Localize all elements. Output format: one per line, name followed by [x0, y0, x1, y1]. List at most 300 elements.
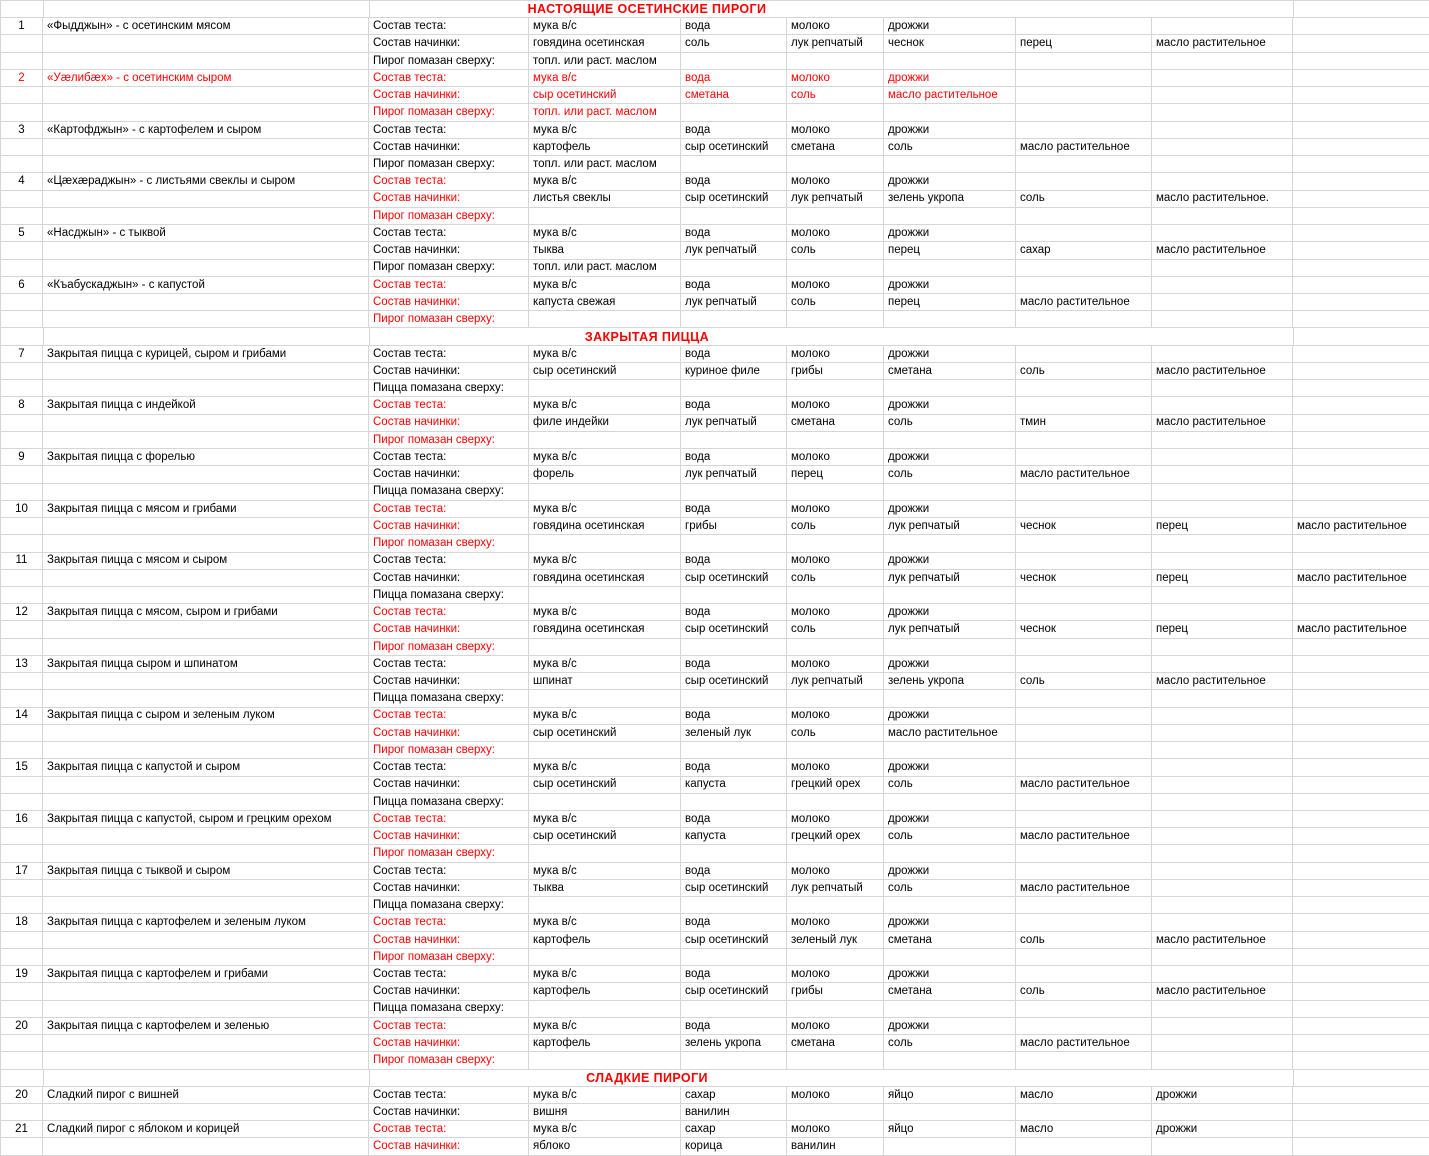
row-label-cell[interactable]: Состав начинки: — [369, 415, 529, 432]
ingredient-cell[interactable]: молоко — [787, 397, 884, 414]
row-label-cell[interactable]: Состав начинки: — [369, 932, 529, 949]
recipe-number-cell[interactable]: 20 — [1, 1018, 43, 1035]
recipe-number-cell[interactable] — [1, 690, 43, 707]
empty-cell[interactable] — [1152, 914, 1293, 931]
empty-cell[interactable] — [1293, 845, 1429, 862]
empty-cell[interactable] — [681, 432, 787, 449]
row-label-cell[interactable]: Состав теста: — [369, 553, 529, 570]
row-label-cell[interactable]: Пирог помазан сверху: — [369, 535, 529, 552]
recipe-name-cell[interactable]: «Уæлибæх» - с осетинским сыром — [43, 70, 369, 87]
ingredient-cell[interactable]: масло растительное — [1016, 139, 1152, 156]
row-label-cell[interactable]: Состав начинки: — [369, 1035, 529, 1052]
recipe-name-cell[interactable]: Закрытая пицца с форелью — [43, 449, 369, 466]
empty-cell[interactable] — [681, 1001, 787, 1018]
row-label-cell[interactable]: Пицца помазана сверху: — [369, 690, 529, 707]
empty-cell[interactable] — [1152, 828, 1293, 845]
ingredient-cell[interactable]: яйцо — [884, 1121, 1016, 1138]
empty-cell[interactable] — [1016, 587, 1152, 604]
empty-cell[interactable] — [1152, 845, 1293, 862]
empty-cell[interactable] — [1293, 363, 1429, 380]
recipe-name-cell[interactable]: Закрытая пицца с мясом и грибами — [43, 501, 369, 518]
ingredient-cell[interactable]: мука в/с — [529, 173, 681, 190]
row-label-cell[interactable]: Состав теста: — [369, 1121, 529, 1138]
empty-cell[interactable] — [884, 1052, 1016, 1069]
empty-cell[interactable] — [1152, 1138, 1293, 1155]
empty-cell[interactable] — [1293, 397, 1429, 414]
recipe-name-cell[interactable]: Закрытая пицца с сыром и зеленым луком — [43, 708, 369, 725]
recipe-number-cell[interactable] — [1, 518, 43, 535]
row-label-cell[interactable]: Состав теста: — [369, 708, 529, 725]
empty-cell[interactable] — [884, 156, 1016, 173]
empty-cell[interactable] — [1293, 260, 1429, 277]
ingredient-cell[interactable]: вода — [681, 501, 787, 518]
empty-cell[interactable] — [1152, 122, 1293, 139]
recipe-number-cell[interactable] — [1, 897, 43, 914]
ingredient-cell[interactable]: сыр осетинский — [681, 673, 787, 690]
recipe-number-cell[interactable]: 15 — [1, 759, 43, 776]
row-label-cell[interactable]: Состав теста: — [369, 1018, 529, 1035]
ingredient-cell[interactable]: дрожжи — [884, 277, 1016, 294]
ingredient-cell[interactable]: соль — [1016, 983, 1152, 1000]
recipe-name-cell[interactable]: Закрытая пицца с индейкой — [43, 397, 369, 414]
empty-cell[interactable] — [1293, 914, 1429, 931]
row-label-cell[interactable]: Состав теста: — [369, 346, 529, 363]
empty-cell[interactable] — [1293, 535, 1429, 552]
empty-cell[interactable] — [787, 1001, 884, 1018]
ingredient-cell[interactable]: мука в/с — [529, 449, 681, 466]
empty-cell[interactable] — [1293, 742, 1429, 759]
ingredient-cell[interactable]: капуста — [681, 777, 787, 794]
empty-cell[interactable] — [787, 1052, 884, 1069]
recipe-name-cell[interactable] — [43, 415, 369, 432]
row-label-cell[interactable]: Состав теста: — [369, 656, 529, 673]
ingredient-cell[interactable]: сметана — [787, 415, 884, 432]
ingredient-cell[interactable]: лук репчатый — [787, 191, 884, 208]
empty-cell[interactable] — [1152, 742, 1293, 759]
ingredient-cell[interactable]: яблоко — [529, 1138, 681, 1155]
ingredient-cell[interactable]: картофель — [529, 983, 681, 1000]
recipe-number-cell[interactable] — [1, 949, 43, 966]
row-label-cell[interactable]: Пирог помазан сверху: — [369, 742, 529, 759]
row-label-cell[interactable]: Состав начинки: — [369, 828, 529, 845]
recipe-number-cell[interactable]: 14 — [1, 708, 43, 725]
recipe-number-cell[interactable] — [1, 53, 43, 70]
ingredient-cell[interactable]: молоко — [787, 449, 884, 466]
recipe-name-cell[interactable]: Закрытая пицца с картофелем и зеленым луком — [43, 914, 369, 931]
empty-cell[interactable] — [1152, 897, 1293, 914]
empty-cell[interactable] — [1293, 277, 1429, 294]
recipe-name-cell[interactable] — [43, 742, 369, 759]
recipe-name-cell[interactable] — [43, 432, 369, 449]
ingredient-cell[interactable]: сыр осетинский — [681, 570, 787, 587]
empty-cell[interactable] — [884, 587, 1016, 604]
empty-cell[interactable] — [1152, 1001, 1293, 1018]
recipe-name-cell[interactable] — [43, 1001, 369, 1018]
recipe-number-cell[interactable] — [1, 1052, 43, 1069]
empty-cell[interactable] — [1293, 208, 1429, 225]
empty-cell[interactable] — [1293, 811, 1429, 828]
empty-cell[interactable] — [1016, 966, 1152, 983]
ingredient-cell[interactable]: сметана — [787, 1035, 884, 1052]
empty-cell[interactable] — [1293, 983, 1429, 1000]
row-label-cell[interactable]: Состав начинки: — [369, 242, 529, 259]
recipe-number-cell[interactable] — [1, 828, 43, 845]
ingredient-cell[interactable]: говядина осетинская — [529, 35, 681, 52]
recipe-name-cell[interactable] — [43, 208, 369, 225]
empty-cell[interactable] — [1152, 1035, 1293, 1052]
empty-cell[interactable] — [1293, 104, 1429, 121]
empty-cell[interactable] — [1016, 725, 1152, 742]
recipe-number-cell[interactable] — [1, 139, 43, 156]
empty-cell[interactable] — [787, 742, 884, 759]
ingredient-cell[interactable]: перец — [1152, 570, 1293, 587]
ingredient-cell[interactable]: масло растительное — [1016, 466, 1152, 483]
empty-cell[interactable] — [884, 897, 1016, 914]
empty-cell[interactable] — [1152, 156, 1293, 173]
recipe-name-cell[interactable] — [43, 725, 369, 742]
ingredient-cell[interactable]: сыр осетинский — [681, 932, 787, 949]
recipe-name-cell[interactable]: «Цæхæраджын» - с листьями свеклы и сыром — [43, 173, 369, 190]
ingredient-cell[interactable]: мука в/с — [529, 914, 681, 931]
recipe-name-cell[interactable] — [43, 484, 369, 501]
recipe-name-cell[interactable]: Сладкий пирог с яблоком и корицей — [43, 1121, 369, 1138]
ingredient-cell[interactable]: перец — [1016, 35, 1152, 52]
empty-cell[interactable] — [529, 311, 681, 328]
ingredient-cell[interactable]: молоко — [787, 18, 884, 35]
empty-cell[interactable] — [1016, 1104, 1152, 1121]
empty-cell[interactable] — [1016, 122, 1152, 139]
recipe-number-cell[interactable] — [1, 1104, 43, 1121]
empty-cell[interactable] — [1016, 449, 1152, 466]
recipe-name-cell[interactable] — [43, 621, 369, 638]
empty-cell[interactable] — [1293, 415, 1429, 432]
recipe-number-cell[interactable]: 16 — [1, 811, 43, 828]
empty-cell[interactable] — [529, 380, 681, 397]
ingredient-cell[interactable]: лук репчатый — [681, 466, 787, 483]
row-label-cell[interactable]: Пирог помазан сверху: — [369, 208, 529, 225]
empty-cell[interactable] — [1293, 932, 1429, 949]
ingredient-cell[interactable]: вишня — [529, 1104, 681, 1121]
ingredient-cell[interactable]: соль — [787, 242, 884, 259]
ingredient-cell[interactable]: сыр осетинский — [681, 621, 787, 638]
recipe-number-cell[interactable] — [1, 87, 43, 104]
ingredient-cell[interactable]: филе индейки — [529, 415, 681, 432]
recipe-number-cell[interactable] — [1, 725, 43, 742]
empty-cell[interactable] — [1293, 604, 1429, 621]
ingredient-cell[interactable]: сметана — [884, 983, 1016, 1000]
recipe-number-cell[interactable] — [1, 466, 43, 483]
row-label-cell[interactable]: Состав теста: — [369, 277, 529, 294]
empty-cell[interactable] — [1293, 449, 1429, 466]
empty-cell[interactable] — [1152, 1052, 1293, 1069]
empty-cell[interactable] — [1293, 53, 1429, 70]
ingredient-cell[interactable]: дрожжи — [884, 914, 1016, 931]
recipe-name-cell[interactable]: «Картофджын» - с картофелем и сыром — [43, 122, 369, 139]
recipe-number-cell[interactable] — [1, 191, 43, 208]
recipe-number-cell[interactable]: 11 — [1, 553, 43, 570]
recipe-name-cell[interactable] — [43, 104, 369, 121]
row-label-cell[interactable]: Пицца помазана сверху: — [369, 794, 529, 811]
ingredient-cell[interactable]: вода — [681, 122, 787, 139]
ingredient-cell[interactable]: форель — [529, 466, 681, 483]
ingredient-cell[interactable]: сахар — [681, 1087, 787, 1104]
ingredient-cell[interactable]: дрожжи — [884, 397, 1016, 414]
recipe-name-cell[interactable] — [43, 828, 369, 845]
empty-cell[interactable] — [1152, 880, 1293, 897]
empty-cell[interactable] — [1293, 1052, 1429, 1069]
ingredient-cell[interactable]: масло растительное — [1016, 1035, 1152, 1052]
recipe-number-cell[interactable] — [1, 484, 43, 501]
recipe-name-cell[interactable] — [43, 518, 369, 535]
row-label-cell[interactable]: Состав теста: — [369, 397, 529, 414]
ingredient-cell[interactable]: мука в/с — [529, 346, 681, 363]
empty-cell[interactable] — [681, 587, 787, 604]
ingredient-cell[interactable]: дрожжи — [884, 173, 1016, 190]
empty-cell[interactable] — [1152, 759, 1293, 776]
ingredient-cell[interactable]: чеснок — [1016, 570, 1152, 587]
row-label-cell[interactable]: Состав начинки: — [369, 139, 529, 156]
empty-cell[interactable] — [1152, 294, 1293, 311]
empty-cell[interactable] — [1152, 70, 1293, 87]
ingredient-cell[interactable]: тыква — [529, 880, 681, 897]
ingredient-cell[interactable]: вода — [681, 914, 787, 931]
empty-cell[interactable] — [1016, 949, 1152, 966]
empty-cell[interactable] — [529, 742, 681, 759]
ingredient-cell[interactable]: лук репчатый — [884, 570, 1016, 587]
ingredient-cell[interactable]: дрожжи — [884, 966, 1016, 983]
row-label-cell[interactable]: Состав теста: — [369, 122, 529, 139]
empty-cell[interactable] — [1016, 811, 1152, 828]
recipe-name-cell[interactable]: Закрытая пицца с мясом, сыром и грибами — [43, 604, 369, 621]
ingredient-cell[interactable]: яйцо — [884, 1087, 1016, 1104]
empty-cell[interactable] — [787, 639, 884, 656]
recipe-name-cell[interactable]: Закрытая пицца с картофелем и грибами — [43, 966, 369, 983]
recipe-number-cell[interactable] — [1, 587, 43, 604]
recipe-name-cell[interactable] — [43, 983, 369, 1000]
section-title-row[interactable] — [1, 1, 1429, 18]
empty-cell[interactable] — [681, 156, 787, 173]
ingredient-cell[interactable]: капуста свежая — [529, 294, 681, 311]
empty-cell[interactable] — [1016, 225, 1152, 242]
empty-cell[interactable] — [1293, 87, 1429, 104]
ingredient-cell[interactable]: соль — [884, 777, 1016, 794]
row-label-cell[interactable]: Состав начинки: — [369, 35, 529, 52]
recipe-number-cell[interactable] — [1, 880, 43, 897]
empty-cell[interactable] — [787, 1104, 884, 1121]
ingredient-cell[interactable]: ванилин — [787, 1138, 884, 1155]
empty-cell[interactable] — [787, 156, 884, 173]
recipe-name-cell[interactable] — [43, 845, 369, 862]
empty-cell[interactable] — [1293, 311, 1429, 328]
row-label-cell[interactable]: Состав теста: — [369, 225, 529, 242]
row-label-cell[interactable]: Состав начинки: — [369, 880, 529, 897]
empty-cell[interactable] — [1152, 449, 1293, 466]
empty-cell[interactable] — [1016, 173, 1152, 190]
ingredient-cell[interactable]: говядина осетинская — [529, 518, 681, 535]
recipe-name-cell[interactable] — [43, 53, 369, 70]
recipe-number-cell[interactable]: 12 — [1, 604, 43, 621]
empty-cell[interactable] — [1293, 122, 1429, 139]
empty-cell[interactable] — [1293, 484, 1429, 501]
empty-cell[interactable] — [1152, 656, 1293, 673]
empty-cell[interactable] — [1016, 604, 1152, 621]
recipe-number-cell[interactable]: 19 — [1, 966, 43, 983]
recipe-name-cell[interactable] — [43, 1104, 369, 1121]
ingredient-cell[interactable]: молоко — [787, 225, 884, 242]
row-label-cell[interactable]: Состав теста: — [369, 449, 529, 466]
empty-cell[interactable] — [1016, 156, 1152, 173]
empty-cell[interactable] — [1016, 484, 1152, 501]
empty-cell[interactable] — [884, 208, 1016, 225]
empty-cell[interactable] — [1152, 311, 1293, 328]
ingredient-cell[interactable]: сыр осетинский — [681, 983, 787, 1000]
empty-cell[interactable] — [1152, 466, 1293, 483]
recipe-number-cell[interactable] — [1, 363, 43, 380]
ingredient-cell[interactable]: сметана — [884, 363, 1016, 380]
ingredient-cell[interactable]: вода — [681, 346, 787, 363]
empty-cell[interactable] — [1152, 139, 1293, 156]
recipe-name-cell[interactable] — [43, 690, 369, 707]
empty-cell[interactable] — [1016, 53, 1152, 70]
ingredient-cell[interactable]: шпинат — [529, 673, 681, 690]
empty-cell[interactable] — [884, 949, 1016, 966]
ingredient-cell[interactable]: масло растительное — [1152, 673, 1293, 690]
recipe-name-cell[interactable] — [43, 242, 369, 259]
empty-cell[interactable] — [884, 690, 1016, 707]
empty-cell[interactable] — [1152, 18, 1293, 35]
empty-cell[interactable] — [1016, 501, 1152, 518]
recipe-name-cell[interactable] — [43, 311, 369, 328]
empty-cell[interactable] — [1293, 1018, 1429, 1035]
ingredient-cell[interactable]: соль — [787, 87, 884, 104]
empty-cell[interactable] — [1152, 725, 1293, 742]
ingredient-cell[interactable]: масло растительное — [1016, 777, 1152, 794]
ingredient-cell[interactable]: сыр осетинский — [529, 828, 681, 845]
empty-cell[interactable] — [1016, 277, 1152, 294]
row-label-cell[interactable]: Состав начинки: — [369, 191, 529, 208]
ingredient-cell[interactable]: молоко — [787, 966, 884, 983]
ingredient-cell[interactable]: перец — [787, 466, 884, 483]
empty-cell[interactable] — [787, 380, 884, 397]
ingredient-cell[interactable]: дрожжи — [884, 225, 1016, 242]
recipe-number-cell[interactable] — [1, 242, 43, 259]
empty-cell[interactable] — [529, 639, 681, 656]
recipe-name-cell[interactable]: Закрытая пицца с курицей, сыром и грибами — [43, 346, 369, 363]
ingredient-cell[interactable]: мука в/с — [529, 18, 681, 35]
ingredient-cell[interactable]: лук репчатый — [681, 415, 787, 432]
empty-cell[interactable] — [1152, 53, 1293, 70]
row-label-cell[interactable]: Состав начинки: — [369, 1104, 529, 1121]
empty-cell[interactable] — [787, 949, 884, 966]
recipe-number-cell[interactable]: 4 — [1, 173, 43, 190]
empty-cell[interactable] — [1293, 173, 1429, 190]
recipe-number-cell[interactable] — [1, 742, 43, 759]
empty-cell[interactable] — [1016, 70, 1152, 87]
recipe-name-cell[interactable]: Закрытая пицца с мясом и сыром — [43, 553, 369, 570]
row-label-cell[interactable]: Состав начинки: — [369, 570, 529, 587]
ingredient-cell[interactable]: сыр осетинский — [681, 880, 787, 897]
recipe-number-cell[interactable] — [1, 570, 43, 587]
recipe-name-cell[interactable]: «Насджын» - с тыквой — [43, 225, 369, 242]
empty-cell[interactable] — [1016, 794, 1152, 811]
empty-cell[interactable] — [1293, 828, 1429, 845]
empty-cell[interactable] — [1016, 104, 1152, 121]
empty-cell[interactable] — [681, 311, 787, 328]
ingredient-cell[interactable]: молоко — [787, 708, 884, 725]
row-label-cell[interactable]: Пирог помазан сверху: — [369, 949, 529, 966]
empty-cell[interactable] — [529, 897, 681, 914]
empty-cell[interactable] — [1016, 1001, 1152, 1018]
empty-cell[interactable] — [1293, 587, 1429, 604]
ingredient-cell[interactable]: вода — [681, 1018, 787, 1035]
recipe-name-cell[interactable] — [43, 535, 369, 552]
recipe-name-cell[interactable] — [43, 570, 369, 587]
recipe-number-cell[interactable] — [1, 1035, 43, 1052]
row-label-cell[interactable]: Состав начинки: — [369, 466, 529, 483]
recipe-name-cell[interactable] — [43, 794, 369, 811]
row-label-cell[interactable]: Состав теста: — [369, 70, 529, 87]
ingredient-cell[interactable]: мука в/с — [529, 811, 681, 828]
recipe-number-cell[interactable] — [1, 311, 43, 328]
empty-cell[interactable] — [1016, 639, 1152, 656]
recipe-name-cell[interactable]: «Къабускаджын» - с капустой — [43, 277, 369, 294]
ingredient-cell[interactable]: сахар — [681, 1121, 787, 1138]
row-label-cell[interactable]: Состав теста: — [369, 501, 529, 518]
recipe-number-cell[interactable] — [1, 1138, 43, 1155]
recipe-number-cell[interactable]: 1 — [1, 18, 43, 35]
recipe-number-cell[interactable]: 6 — [1, 277, 43, 294]
empty-cell[interactable] — [1293, 18, 1429, 35]
empty-cell[interactable] — [1293, 242, 1429, 259]
ingredient-cell[interactable]: вода — [681, 759, 787, 776]
empty-cell[interactable] — [1293, 725, 1429, 742]
ingredient-cell[interactable]: чеснок — [884, 35, 1016, 52]
empty-cell[interactable] — [787, 845, 884, 862]
empty-cell[interactable] — [787, 897, 884, 914]
empty-cell[interactable] — [787, 311, 884, 328]
recipe-name-cell[interactable] — [43, 1138, 369, 1155]
recipe-number-cell[interactable] — [1, 104, 43, 121]
empty-cell[interactable] — [1016, 1052, 1152, 1069]
ingredient-cell[interactable]: вода — [681, 966, 787, 983]
empty-cell[interactable] — [1152, 811, 1293, 828]
empty-cell[interactable] — [1293, 794, 1429, 811]
empty-cell[interactable] — [1152, 208, 1293, 225]
ingredient-cell[interactable]: зелень укропа — [681, 1035, 787, 1052]
ingredient-cell[interactable]: молоко — [787, 656, 884, 673]
ingredient-cell[interactable]: мука в/с — [529, 759, 681, 776]
row-label-cell[interactable]: Пирог помазан сверху: — [369, 639, 529, 656]
ingredient-cell[interactable]: дрожжи — [884, 553, 1016, 570]
empty-cell[interactable] — [884, 1104, 1016, 1121]
ingredient-cell[interactable]: масло растительное — [1293, 621, 1429, 638]
ingredient-cell[interactable]: сыр осетинский — [529, 725, 681, 742]
ingredient-cell[interactable]: грецкий орех — [787, 777, 884, 794]
ingredient-cell[interactable]: лук репчатый — [681, 294, 787, 311]
recipe-number-cell[interactable] — [1, 673, 43, 690]
row-label-cell[interactable]: Пирог помазан сверху: — [369, 432, 529, 449]
empty-cell[interactable] — [1152, 397, 1293, 414]
recipe-name-cell[interactable] — [43, 139, 369, 156]
ingredient-cell[interactable]: грецкий орех — [787, 828, 884, 845]
ingredient-cell[interactable]: масло растительное — [1152, 983, 1293, 1000]
empty-cell[interactable] — [1152, 708, 1293, 725]
recipe-number-cell[interactable]: 18 — [1, 914, 43, 931]
ingredient-cell[interactable]: лук репчатый — [787, 673, 884, 690]
ingredient-cell[interactable]: дрожжи — [884, 863, 1016, 880]
empty-cell[interactable] — [1152, 484, 1293, 501]
empty-cell[interactable] — [681, 1052, 787, 1069]
